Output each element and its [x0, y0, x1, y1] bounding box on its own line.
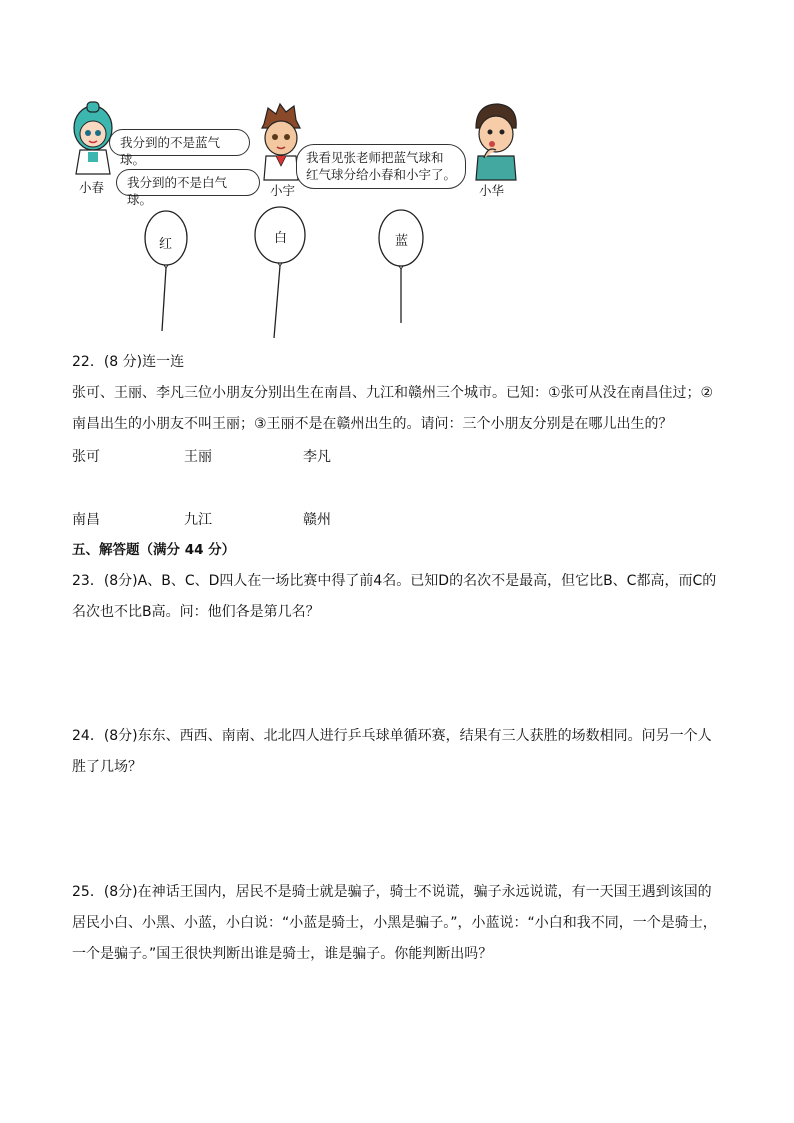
city-ganzhou[interactable]: 赣州 [303, 512, 331, 528]
xiaohua-speech-line-1: 我看见张老师把蓝气球和 [306, 150, 444, 165]
xiaohua-speech-bubble [296, 144, 466, 189]
xiaochun-speech-bubble [109, 129, 250, 167]
q22-heading: 22．(8 分)连一连 [72, 354, 185, 370]
section-five-title: 五、解答题（满分 44 分） [72, 542, 236, 558]
white-balloon-label: 白 [274, 231, 288, 246]
xiaoyu-speech-bubble [116, 169, 260, 207]
q24-text: 24．(8分)东东、西西、南南、北北四人进行乒乓球单循环赛，结果有三人获胜的场数相同。问另一个人胜了几场？ [72, 728, 712, 775]
xiaochun-speech-text: 我分到的不是蓝气球。 [120, 135, 221, 167]
blue-balloon [379, 210, 423, 323]
red-balloon-label: 红 [159, 237, 173, 252]
xiaohua-name: 小华 [479, 183, 505, 198]
q23-text: 23．(8分)A、B、C、D四人在一场比赛中得了前4名。已知D的名次不是最高，但它比B、C都高，而C的名次也不比B高。问：他们各是第几名？ [72, 573, 717, 620]
red-balloon [145, 211, 187, 331]
xiaochun-name: 小春 [79, 180, 105, 195]
city-nanchang[interactable]: 南昌 [72, 512, 100, 528]
blue-balloon-label: 蓝 [395, 234, 409, 249]
xiaoyu-name: 小宇 [270, 183, 296, 198]
person-zhangke[interactable]: 张可 [72, 449, 100, 465]
xiaohua-avatar [468, 100, 524, 182]
xiaoyu-speech-text: 我分到的不是白气球。 [127, 175, 228, 207]
balloons [130, 205, 430, 345]
city-jiujiang[interactable]: 九江 [184, 512, 212, 528]
q25-text: 25．(8分)在神话王国内，居民不是骑士就是骗子，骑士不说谎，骗子永远说谎，有一天国王遇到该国的居民小白、小黑、小蓝，小白说：“小蓝是骑士，小黑是骗子。”，小蓝说：“小白和我不同，一个是骑士，一个是骗子。”国王很快判断出谁是骑士，谁是骗子。你能判断出吗？ [72, 884, 717, 962]
q22-body: 张可、王丽、李凡三位小朋友分别出生在南昌、九江和赣州三个城市。已知：①张可从没在南昌住过；②南昌出生的小朋友不叫王丽；③王丽不是在赣州出生的。请问：三个小朋友分别是在哪儿出生的？ [72, 385, 714, 432]
person-wangli[interactable]: 王丽 [184, 449, 212, 465]
person-lifan[interactable]: 李凡 [303, 449, 331, 465]
xiaohua-speech-line-2: 红气球分给小春和小宇了。 [306, 167, 457, 182]
